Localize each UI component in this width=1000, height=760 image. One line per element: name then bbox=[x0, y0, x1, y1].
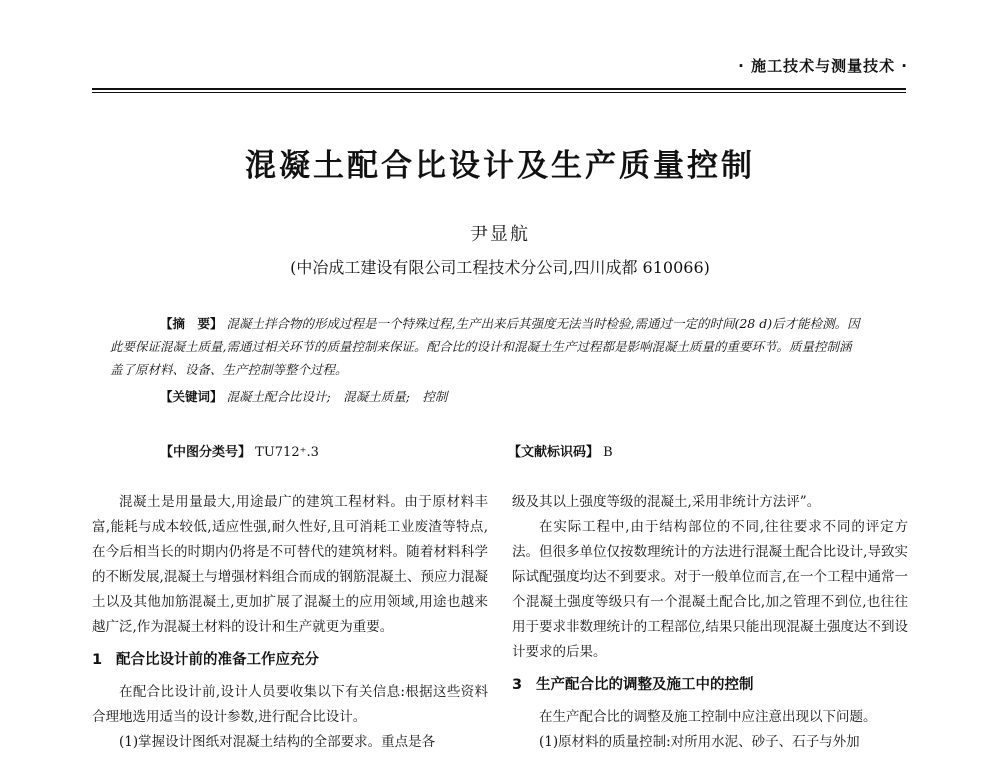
keywords bbox=[160, 387, 860, 405]
section-1-paragraph: 在配合比设计前,设计人员要收集以下有关信息:根据这些资料合理地选用适当的设计参数,进行配合比设计。 bbox=[92, 684, 488, 725]
clc-number bbox=[160, 441, 319, 460]
intro-paragraph: 混凝土是用量最大,用途最广的建筑工程材料。由于原材料丰富,能耗与成本较低,适应性强,耐久性好,且可消耗工业废渣等特点,在今后相当长的时期内仍将是不可替代的建筑材料。随着材料科学的不断发展,混凝土与增强材料组合而成的钢筋混凝土、预应力混凝土以及其他加筋混凝土,更加扩展了混凝土的应用领域,用途也越来越广泛,作为混凝土材料的设计和生产就更为重要。 bbox=[92, 494, 488, 635]
doc-code-label: 【文献标识码】 bbox=[508, 445, 600, 460]
clc-value: TU712⁺.3 bbox=[255, 445, 319, 460]
header-rule bbox=[92, 88, 906, 90]
keywords-label: 【关键词】 bbox=[160, 389, 223, 404]
doc-code-value: B bbox=[603, 445, 613, 460]
clc-label: 【中图分类号】 bbox=[160, 445, 252, 460]
body-column-right bbox=[512, 490, 908, 755]
section-3-title: 生产配合比的调整及施工中的控制 bbox=[536, 677, 754, 693]
abstract-label: 【摘 要】 bbox=[160, 316, 223, 331]
section-1-heading bbox=[92, 648, 488, 673]
keywords-text: 混凝土配合比设计; 混凝土质量; 控制 bbox=[226, 389, 448, 404]
author-name: 尹显航 bbox=[470, 224, 530, 245]
abstract bbox=[110, 312, 862, 381]
section-3-paragraph: 在生产配合比的调整及施工控制中应注意出现以下问题。 bbox=[539, 709, 877, 725]
section-3-number: 3 bbox=[512, 677, 523, 693]
body-column-left bbox=[92, 490, 488, 755]
author-affiliation: (中冶成工建设有限公司工程技术分公司,四川成都 610066) bbox=[290, 258, 710, 277]
section-1-number: 1 bbox=[92, 652, 103, 668]
document-code bbox=[508, 441, 613, 460]
header-rule-thin bbox=[92, 92, 906, 93]
right-paragraph-2: 在实际工程中,由于结构部位的不同,往往要求不同的评定方法。但很多单位仅按数理统计的方法进行混凝土配合比设计,导致实际试配强度均达不到要求。对于一般单位而言,在一个工程中通常一个混凝土强度等级只有一个混凝土配合比,加之管理不到位,也往往用于要求非数理统计的工程部位,结果只能出现混凝土强度达不到设计要求的后果。 bbox=[512, 519, 908, 660]
right-paragraph-1: 级及其以上强度等级的混凝土,采用非统计方法评”。 bbox=[512, 494, 821, 510]
section-1-cut-line: (1)掌握设计图纸对混凝土结构的全部要求。重点是各 bbox=[119, 734, 436, 750]
article-title: 混凝土配合比设计及生产质量控制 bbox=[245, 148, 755, 184]
section-1-title: 配合比设计前的准备工作应充分 bbox=[116, 652, 319, 668]
section-3-cut-line: (1)原材料的质量控制:对所用水泥、砂子、石子与外加 bbox=[539, 734, 860, 750]
abstract-text: 混凝土拌合物的形成过程是一个特殊过程,生产出来后其强度无法当时检验,需通过一定的时间(28 d)后才能检测。因此要保证混凝土质量,需通过相关环节的质量控制来保证。配合比的设计和混凝土生产过程都是影响混凝土质量的重要环节。质量控制涵盖了原材料、设备、生产控制等整个过程。 bbox=[110, 316, 860, 377]
section-3-heading bbox=[512, 673, 908, 698]
running-header: · 施工技术与测量技术 · bbox=[738, 57, 908, 75]
